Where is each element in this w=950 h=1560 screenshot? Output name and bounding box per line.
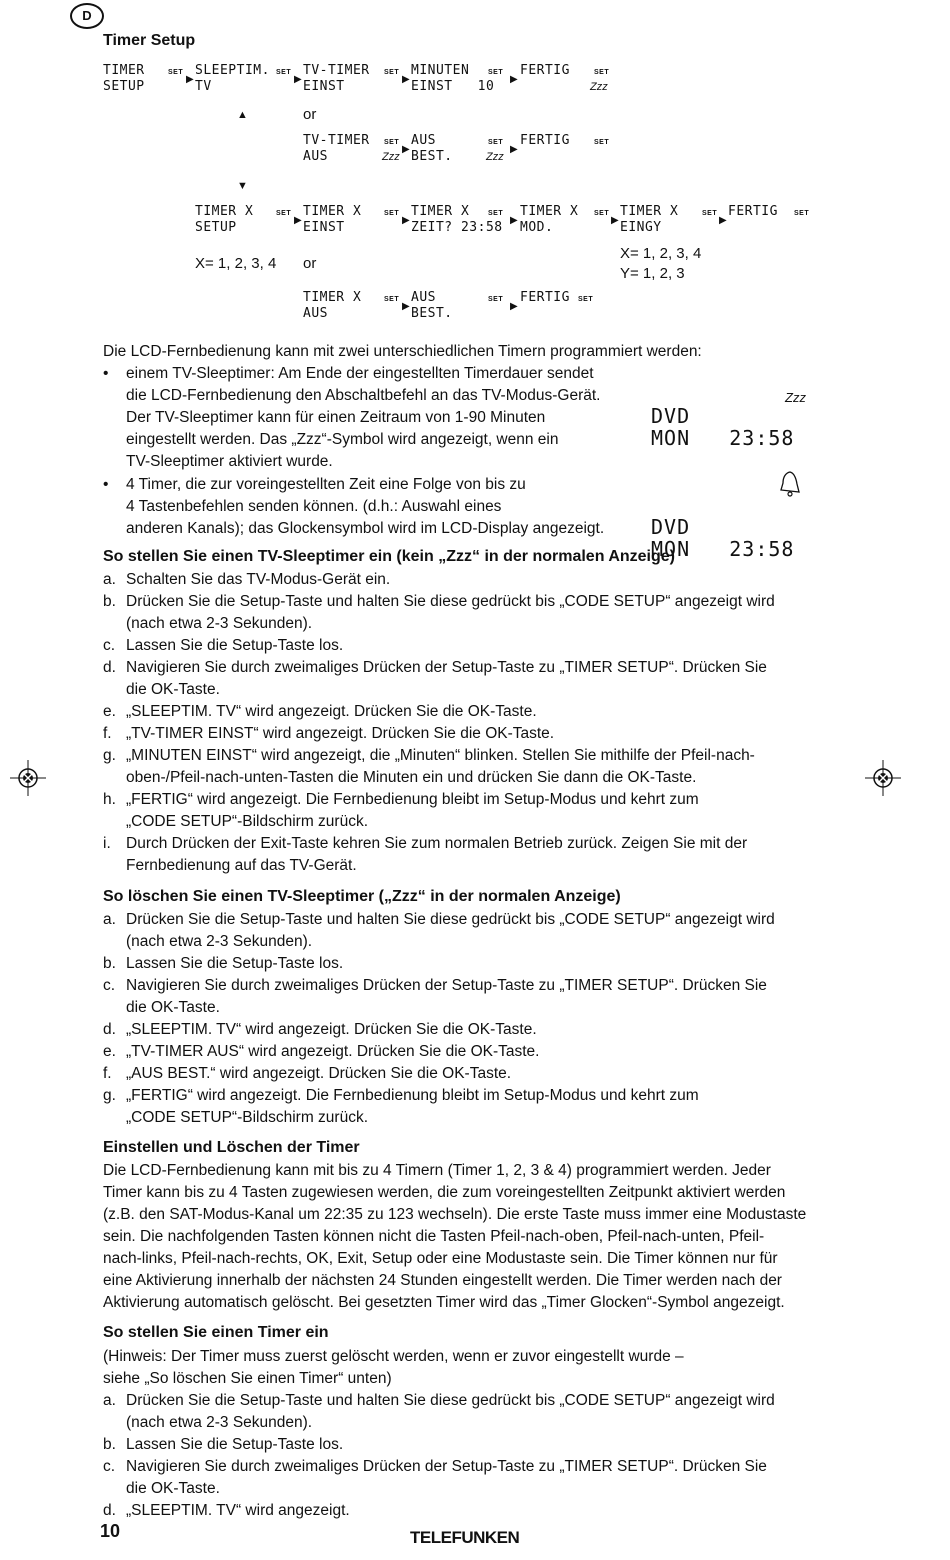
zzz-icon: Zzz bbox=[382, 151, 400, 163]
lcd-timer-x-aus: TIMER X AUS bbox=[303, 290, 362, 321]
set-label: SET bbox=[168, 69, 184, 76]
y-values-note: Y= 1, 2, 3 bbox=[620, 265, 685, 282]
list-item: c. Navigieren Sie durch zweimaliges Drücken der Setup-Taste zu „TIMER SETUP“. Drücken Sie die OK-Taste. bbox=[103, 977, 767, 1016]
intro-text: Die LCD-Fernbedienung kann mit zwei unterschiedlichen Timern programmiert werden: bbox=[103, 343, 702, 360]
arrow-right-icon: ▶ bbox=[510, 74, 518, 85]
lcd-tv-timer-aus: TV-TIMER AUS bbox=[303, 133, 370, 164]
section-delete-sleeptimer-steps bbox=[103, 909, 823, 1129]
lcd-timer-x-mod: TIMER X MOD. bbox=[520, 204, 579, 235]
bullet-dot: • bbox=[103, 365, 109, 382]
set-label: SET bbox=[384, 210, 400, 217]
section-set-timer-title: So stellen Sie einen Timer ein bbox=[103, 1324, 329, 1341]
arrow-right-icon: ▶ bbox=[611, 215, 619, 226]
lcd-timer-x-eingy: TIMER X EINGY bbox=[620, 204, 679, 235]
arrow-right-icon: ▶ bbox=[402, 144, 410, 155]
list-item: e. „TV-TIMER AUS“ wird angezeigt. Drücken Sie die OK-Taste. bbox=[103, 1043, 540, 1060]
set-label: SET bbox=[594, 69, 610, 76]
x-values-note: X= 1, 2, 3, 4 bbox=[195, 255, 277, 272]
list-item: c. Lassen Sie die Setup-Taste los. bbox=[103, 637, 344, 654]
set-label: SET bbox=[578, 296, 594, 303]
or-label: or bbox=[303, 255, 317, 272]
lcd-timer-setup: TIMER SETUP bbox=[103, 63, 145, 94]
zzz-icon: Zzz bbox=[785, 390, 806, 405]
arrow-right-icon: ▶ bbox=[402, 301, 410, 312]
section-timers-body: Die LCD-Fernbedienung kann mit bis zu 4 Timern (Timer 1, 2, 3 & 4) programmiert werden. Jeder Timer kann bis zu 4 Tasten zugewiesen werden, die zum voreingestellten Zeitpunkt aktiviert werden (z.B. den SAT-Modus-Kanal um 22:35 zu 123 wechseln). Die erste Taste muss immer eine Modustaste sein. Die nachfolgenden Tasten können nicht die Tasten Pfeil-nach-oben, Pfeil-nach-unten, Pfeil- nach-links, Pfeil-nach-rechts, OK, Exit, Setup oder eine Modustaste sein. Die Timer können nur für eine Aktivierung innerhalb der nächsten 24 Stunden eingestellt werden. Die Timer werden nach der Aktivierung automatisch gelöscht. Bei gesetzten Timer wird das „Timer Glocken“-Symbol angezeigt. bbox=[103, 1162, 807, 1311]
arrow-right-icon: ▶ bbox=[294, 74, 302, 85]
set-label: SET bbox=[384, 139, 400, 146]
arrow-right-icon: ▶ bbox=[402, 74, 410, 85]
arrow-down-icon: ▼ bbox=[237, 180, 248, 192]
set-label: SET bbox=[276, 210, 292, 217]
registration-mark-icon bbox=[10, 760, 46, 796]
brand-logo: TELEFUNKEN bbox=[410, 1528, 520, 1547]
arrow-right-icon: ▶ bbox=[510, 215, 518, 226]
lcd-minuten-einst: MINUTEN EINST 10 bbox=[411, 63, 495, 94]
lcd-display-timer: DVD MON 23:58 bbox=[651, 515, 795, 561]
arrow-up-icon: ▲ bbox=[237, 109, 248, 121]
bell-icon bbox=[778, 470, 802, 498]
list-item: a. Drücken Sie die Setup-Taste und halten Sie diese gedrückt bis „CODE SETUP“ angezeigt wird (nach etwa 2-3 Sekunden). bbox=[103, 1392, 775, 1431]
list-item: b. Lassen Sie die Setup-Taste los. bbox=[103, 1436, 344, 1453]
arrow-right-icon: ▶ bbox=[294, 215, 302, 226]
set-label: SET bbox=[384, 296, 400, 303]
set-label: SET bbox=[488, 296, 504, 303]
lcd-display-sleeptimer: DVD MON 23:58 bbox=[651, 404, 795, 450]
page-number: 10 bbox=[100, 1521, 121, 1541]
registration-mark-icon bbox=[865, 760, 901, 796]
section-set-sleeptimer-steps bbox=[103, 569, 823, 877]
lcd-fertig: FERTIG bbox=[520, 133, 570, 148]
lcd-timer-x-zeit: TIMER X ZEIT? 23:58 bbox=[411, 204, 503, 235]
list-item: d. „SLEEPTIM. TV“ wird angezeigt. Drücken Sie die OK-Taste. bbox=[103, 1021, 537, 1038]
set-label: SET bbox=[702, 210, 718, 217]
bullet-dot: • bbox=[103, 476, 109, 493]
or-label: or bbox=[303, 106, 317, 123]
section-set-timer-body: (Hinweis: Der Timer muss zuerst gelöscht werden, wenn er zuvor eingestellt wurde – siehe „So löschen Sie einen Timer“ unten) a. Drücken Sie die Setup-Taste und halten Sie diese gedrückt bis „CODE SETUP“ angezeigt wird (nach etwa 2-3 Sekunden). b. Lassen Sie die Setup-Taste los. c. Navigieren Sie durch zweimaliges Drücken der Setup-Taste zu „TIMER SETUP“. Drücken Sie die OK-Taste. d. „SLEEPTIM. TV“ wird angezeigt. bbox=[103, 1346, 823, 1522]
lcd-timer-x-setup: TIMER X SETUP bbox=[195, 204, 254, 235]
x-values-note: X= 1, 2, 3, 4 bbox=[620, 245, 702, 262]
set-label: SET bbox=[384, 69, 400, 76]
list-item: d. „SLEEPTIM. TV“ wird angezeigt. bbox=[103, 1502, 350, 1519]
lcd-fertig: FERTIG bbox=[520, 63, 570, 78]
lcd-aus-best: AUS BEST. bbox=[411, 290, 453, 321]
set-label: SET bbox=[594, 139, 610, 146]
arrow-right-icon: ▶ bbox=[719, 215, 727, 226]
list-item: d. Navigieren Sie durch zweimaliges Drücken der Setup-Taste zu „TIMER SETUP“. Drücken Sie die OK-Taste. bbox=[103, 659, 767, 698]
lcd-timer-x-einst: TIMER X EINST bbox=[303, 204, 362, 235]
list-item: f. „AUS BEST.“ wird angezeigt. Drücken Sie die OK-Taste. bbox=[103, 1065, 512, 1082]
list-item: h. „FERTIG“ wird angezeigt. Die Fernbedienung bleibt im Setup-Modus und kehrt zum „CODE SETUP“-Bildschirm zurück. bbox=[103, 791, 699, 830]
list-item: b. Drücken Sie die Setup-Taste und halten Sie diese gedrückt bis „CODE SETUP“ angezeigt wird (nach etwa 2-3 Sekunden). bbox=[103, 593, 775, 632]
arrow-right-icon: ▶ bbox=[510, 144, 518, 155]
list-item: g. „FERTIG“ wird angezeigt. Die Fernbedienung bleibt im Setup-Modus und kehrt zum „CODE SETUP“-Bildschirm zurück. bbox=[103, 1087, 699, 1126]
set-label: SET bbox=[594, 210, 610, 217]
section-delete-sleeptimer-title: So löschen Sie einen TV-Sleeptimer („Zzz“ in der normalen Anzeige) bbox=[103, 888, 621, 905]
lcd-aus-best: AUS BEST. bbox=[411, 133, 453, 164]
set-label: SET bbox=[488, 210, 504, 217]
set-label: SET bbox=[488, 139, 504, 146]
arrow-right-icon: ▶ bbox=[186, 74, 194, 85]
arrow-right-icon: ▶ bbox=[402, 215, 410, 226]
zzz-icon: Zzz bbox=[590, 81, 608, 93]
section-set-sleeptimer-title: So stellen Sie einen TV-Sleeptimer ein (kein „Zzz“ in der normalen Anzeige) bbox=[103, 548, 675, 565]
timer-setup-diagram bbox=[0, 0, 950, 340]
set-label: SET bbox=[276, 69, 292, 76]
list-item: g. „MINUTEN EINST“ wird angezeigt, die „Minuten“ blinken. Stellen Sie mithilfe der Pfeil-nach- oben-/Pfeil-nach-unten-Tasten die Minuten ein und drücken Sie dann die OK-Taste. bbox=[103, 747, 755, 786]
arrow-right-icon: ▶ bbox=[510, 301, 518, 312]
list-item: a. Drücken Sie die Setup-Taste und halten Sie diese gedrückt bis „CODE SETUP“ angezeigt wird (nach etwa 2-3 Sekunden). bbox=[103, 911, 775, 950]
language-badge: D bbox=[70, 3, 104, 29]
zzz-icon: Zzz bbox=[486, 151, 504, 163]
list-item: e. „SLEEPTIM. TV“ wird angezeigt. Drücken Sie die OK-Taste. bbox=[103, 703, 537, 720]
bullet-sleeptimer: • einem TV-Sleeptimer: Am Ende der eingestellten Timerdauer sendet die LCD-Fernbedienung den Abschaltbefehl an das TV-Modus-Gerät. Der TV-Sleeptimer kann für einen Zeitraum von 1-90 Minuten eingestellt werden. Das „Zzz“-Symbol wird angezeigt, wenn ein TV-Sleeptimer aktiviert wurde. bbox=[103, 365, 601, 470]
list-item: i. Durch Drücken der Exit-Taste kehren Sie zum normalen Betrieb zurück. Zeigen Sie mit der Fernbedienung auf das TV-Gerät. bbox=[103, 835, 748, 874]
lcd-fertig: FERTIG bbox=[520, 290, 570, 305]
list-item: a. Schalten Sie das TV-Modus-Gerät ein. bbox=[103, 571, 391, 588]
section-timers-title: Einstellen und Löschen der Timer bbox=[103, 1139, 360, 1156]
lcd-fertig: FERTIG bbox=[728, 204, 778, 219]
heading-timer-setup: Timer Setup bbox=[103, 32, 196, 49]
bullet-timers: • 4 Timer, die zur voreingestellten Zeit eine Folge von bis zu 4 Tastenbefehlen senden können. (d.h.: Auswahl eines anderen Kanals); das Glockensymbol wird im LCD-Display angezeigt. bbox=[103, 476, 605, 537]
list-item: c. Navigieren Sie durch zweimaliges Drücken der Setup-Taste zu „TIMER SETUP“. Drücken Sie die OK-Taste. bbox=[103, 1458, 767, 1497]
list-item: b. Lassen Sie die Setup-Taste los. bbox=[103, 955, 344, 972]
set-label: SET bbox=[488, 69, 504, 76]
list-item: f. „TV-TIMER EINST“ wird angezeigt. Drücken Sie die OK-Taste. bbox=[103, 725, 555, 742]
lcd-sleeptim-tv: SLEEPTIM. TV bbox=[195, 63, 270, 94]
set-label: SET bbox=[794, 210, 810, 217]
lcd-tv-timer-einst: TV-TIMER EINST bbox=[303, 63, 370, 94]
